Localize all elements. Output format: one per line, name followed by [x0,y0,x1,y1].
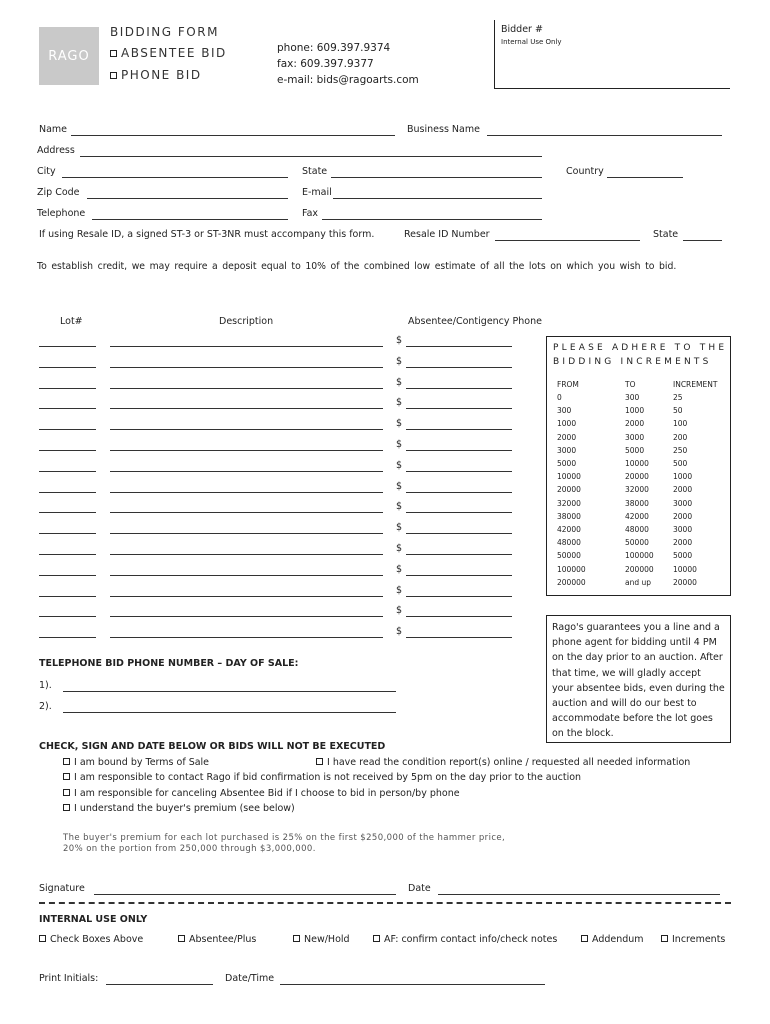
lot-description-field[interactable] [110,637,383,638]
absentee-plus-checkbox[interactable] [178,935,185,942]
lot-number-field[interactable] [39,575,96,576]
internal-af[interactable] [373,934,557,945]
lot-description-field[interactable] [110,388,383,389]
zip-label: Zip Code [37,187,80,198]
to-value: 5000 [625,445,645,455]
to-value: 38000 [625,498,649,508]
signature-label: Signature [39,883,85,894]
country-label: Country [566,166,604,177]
lot-description-field[interactable] [110,575,383,576]
terms-checkbox[interactable] [63,758,70,765]
bid-amount-field[interactable] [406,492,512,493]
lot-description-field[interactable] [110,512,383,513]
af-label: AF: confirm contact info/check notes [384,934,558,945]
lot-number-field[interactable] [39,616,96,617]
internal-use-heading: INTERNAL USE ONLY [39,914,148,925]
from-header: FROM [557,380,579,389]
lot-description-field[interactable] [110,492,383,493]
increments-checkbox[interactable] [661,935,668,942]
address-field[interactable] [80,156,542,157]
fax-field[interactable] [322,219,542,220]
business-name-field[interactable] [487,135,722,136]
bid-amount-field[interactable] [406,616,512,617]
lot-number-field[interactable] [39,471,96,472]
from-value: 20000 [557,485,581,495]
date-label: Date [408,883,431,894]
date-time-field[interactable] [280,984,545,985]
resale-id-field[interactable] [495,240,640,241]
currency-symbol: $ [396,605,403,617]
from-value: 100000 [557,564,586,574]
currency-symbol: $ [396,397,403,409]
lot-number-field[interactable] [39,637,96,638]
check-boxes-label: Check Boxes Above [50,934,144,945]
phone-line-2-label: 2). [39,701,52,712]
currency-symbol: $ [396,335,403,346]
premium-option[interactable] [63,803,295,814]
from-value: 5000 [557,459,577,468]
city-label: City [37,166,56,177]
internal-check-boxes[interactable] [39,934,143,945]
lot-number-field[interactable] [39,408,96,409]
af-checkbox[interactable] [373,935,380,942]
bid-column-header: Absentee/Contigency Phone [408,316,542,327]
lot-number-field[interactable] [39,346,96,347]
telephone-bid-heading: TELEPHONE BID PHONE NUMBER – DAY OF SALE: [39,658,299,669]
bid-amount-field[interactable] [406,471,512,472]
new-hold-checkbox[interactable] [293,935,300,942]
from-value: 10000 [557,472,581,482]
terms-label: I am bound by Terms of Sale [74,757,210,768]
description-column-header: Description [219,316,274,327]
to-value: 3000 [625,432,645,442]
from-value: 3000 [557,445,577,455]
increment-value: 50 [673,406,683,416]
addendum-checkbox[interactable] [581,935,588,942]
increment-value: 2000 [673,538,693,548]
date-time-label: Date/Time [225,973,275,984]
resale-note: If using Resale ID, a signed ST-3 or ST-3NR must accompany this form. [39,229,375,240]
lot-description-field[interactable] [110,429,383,430]
currency-symbol: $ [396,522,403,534]
increment-value: 5000 [673,551,693,561]
lot-number-field[interactable] [39,388,96,389]
lot-description-field[interactable] [110,554,383,555]
to-value: 1000 [625,406,645,416]
city-field[interactable] [62,177,288,178]
absentee-plus-label: Absentee/Plus [189,934,257,945]
confirmation-checkbox[interactable] [63,773,70,780]
absentee-checkbox[interactable] [110,50,117,57]
phone-line-1-label: 1). [39,680,52,691]
name-label: Name [39,124,68,135]
lot-description-field[interactable] [110,596,383,597]
telephone-label: Telephone [37,208,86,219]
new-hold-label: New/Hold [304,934,350,945]
zip-field[interactable] [87,198,288,199]
to-value: 200000 [625,564,654,574]
from-value: 32000 [557,498,581,508]
increments-title-2: BIDDING INCREMENTS [553,357,712,367]
lot-number-field[interactable] [39,450,96,451]
condition-label: I have read the condition report(s) online / requested all needed information [327,757,691,768]
increment-value: 200 [673,432,688,442]
lot-description-field[interactable] [110,346,383,347]
bid-amount-field[interactable] [406,388,512,389]
phone-bid-label: PHONE BID [121,68,202,82]
date-field[interactable] [438,894,720,895]
bidding-increments-box [546,336,731,596]
currency-symbol: $ [396,418,403,430]
currency-symbol: $ [396,563,403,575]
from-value: 50000 [557,551,581,561]
currency-symbol: $ [396,439,403,450]
lot-number-field[interactable] [39,429,96,430]
phone-line-1-field[interactable] [63,691,396,692]
internal-absentee-plus[interactable] [178,934,256,945]
contact-email: e-mail: bids@ragoarts.com [277,74,419,86]
phone-line-2-field[interactable] [63,712,396,713]
bidder-label: Bidder # [501,24,543,35]
signature-field[interactable] [94,894,396,895]
resale-state-field[interactable] [683,240,722,241]
premium-note-2: 20% on the portion from 250,000 through $3,000,000. [63,844,316,854]
lot-number-field[interactable] [39,512,96,513]
absentee-label: ABSENTEE BID [121,46,227,60]
resale-state-label: State [653,229,679,240]
lot-description-field[interactable] [110,408,383,409]
bidder-number-box[interactable] [494,20,730,89]
email-label: E-mail [302,187,332,198]
telephone-field[interactable] [92,219,288,220]
to-value: 2000 [625,419,645,429]
to-value: 300 [625,393,640,402]
from-value: 0 [557,393,562,402]
increment-value: 25 [673,393,683,402]
internal-increments[interactable] [661,934,725,945]
lot-column-header: Lot# [60,316,83,327]
canceling-checkbox[interactable] [63,789,70,796]
bid-amount-field[interactable] [406,637,512,638]
currency-symbol: $ [396,584,403,596]
internal-new-hold[interactable] [293,934,350,945]
guarantee-box: Rago's guarantees you a line and a phone agent for bidding until 4 PM on the day prior to an auction. After that time, we will gladly accept your absentee bids, even during the auction and will do our best to accommodate before the lot goes on the block. [546,615,731,743]
increment-value: 100 [673,419,688,429]
internal-use-note: Internal Use Only [501,38,562,46]
bid-amount-field[interactable] [406,575,512,576]
fax-label: Fax [302,208,319,219]
from-value: 200000 [557,577,586,587]
bid-amount-field[interactable] [406,596,512,597]
dashed-divider [39,902,731,904]
to-value: 10000 [625,459,649,468]
bid-amount-field[interactable] [406,554,512,555]
contact-fax: fax: 609.397.9377 [277,58,374,70]
from-value: 1000 [557,419,577,429]
from-value: 2000 [557,432,577,442]
lot-description-field[interactable] [110,616,383,617]
canceling-option[interactable] [63,788,460,799]
to-value: 20000 [625,472,649,482]
check-sign-heading: CHECK, SIGN AND DATE BELOW OR BIDS WILL NOT BE EXECUTED [39,741,386,752]
increment-header: INCREMENT [673,380,718,389]
terms-option[interactable] [63,757,209,768]
resale-id-label: Resale ID Number [404,229,490,240]
country-field[interactable] [607,177,683,178]
to-value: 42000 [625,511,649,521]
premium-note-1: The buyer's premium for each lot purchased is 25% on the first $250,000 of the hammer price, [63,833,506,843]
condition-option[interactable] [316,757,690,768]
print-initials-field[interactable] [106,984,213,985]
bid-amount-field[interactable] [406,367,512,368]
rago-logo [39,27,99,85]
business-name-label: Business Name [407,124,480,135]
logo-text: RAGO [48,48,90,64]
form-title: BIDDING FORM [110,25,219,39]
phone-bid-option[interactable] [110,68,202,82]
from-value: 300 [557,406,572,416]
lot-description-field[interactable] [110,533,383,534]
increments-title-1: PLEASE ADHERE TO THE [553,343,728,353]
currency-symbol: $ [396,480,403,492]
lot-number-field[interactable] [39,367,96,368]
from-value: 38000 [557,511,581,521]
currency-symbol: $ [396,501,403,513]
from-value: 42000 [557,525,581,534]
bid-amount-field[interactable] [406,429,512,430]
bid-amount-field[interactable] [406,512,512,513]
lot-description-field[interactable] [110,450,383,451]
to-value: and up [625,577,652,587]
email-field[interactable] [333,198,542,199]
name-field[interactable] [71,135,395,136]
absentee-bid-option[interactable] [110,46,227,60]
increment-value: 1000 [673,472,693,482]
state-label: State [302,166,328,177]
to-value: 50000 [625,538,649,548]
phone-bid-checkbox[interactable] [110,72,117,79]
premium-checkbox[interactable] [63,804,70,811]
lot-number-field[interactable] [39,492,96,493]
currency-symbol: $ [396,543,403,554]
bid-amount-field[interactable] [406,533,512,534]
confirmation-option[interactable] [63,772,581,783]
increment-value: 2000 [673,511,693,521]
contact-phone: phone: 609.397.9374 [277,42,391,54]
check-boxes-checkbox[interactable] [39,935,46,942]
currency-symbol: $ [396,626,403,638]
currency-symbol: $ [396,459,403,471]
increment-value: 2000 [673,485,693,495]
increments-label: Increments [672,934,726,945]
credit-note: To establish credit, we may require a deposit equal to 10% of the combined low estimate of all the lots on which you wish to bid. [37,261,677,272]
lot-number-field[interactable] [39,596,96,597]
bid-amount-field[interactable] [406,346,512,347]
lot-number-field[interactable] [39,554,96,555]
lot-description-field[interactable] [110,367,383,368]
state-field[interactable] [331,177,542,178]
currency-symbol: $ [396,376,403,388]
print-initials-label: Print Initials: [39,973,99,984]
increment-value: 3000 [673,498,693,508]
canceling-label: I am responsible for canceling Absentee Bid if I choose to bid in person/by phone [74,788,460,799]
lot-description-field[interactable] [110,471,383,472]
bid-amount-field[interactable] [406,408,512,409]
increment-value: 3000 [673,525,693,534]
increment-value: 500 [673,459,688,468]
increment-value: 250 [673,445,688,455]
address-label: Address [37,145,75,156]
premium-label: I understand the buyer's premium (see below) [74,803,295,814]
internal-addendum[interactable] [581,934,644,945]
to-value: 48000 [625,525,649,534]
increment-value: 10000 [673,564,697,574]
confirmation-label: I am responsible to contact Rago if bid confirmation is not received by 5pm on the day prior to the auction [74,772,582,783]
addendum-label: Addendum [592,934,644,945]
bid-amount-field[interactable] [406,450,512,451]
condition-checkbox[interactable] [316,758,323,765]
lot-number-field[interactable] [39,533,96,534]
to-header: TO [625,380,636,389]
to-value: 32000 [625,485,649,495]
to-value: 100000 [625,551,654,561]
from-value: 48000 [557,538,581,548]
currency-symbol: $ [396,355,403,367]
increment-value: 20000 [673,577,697,587]
